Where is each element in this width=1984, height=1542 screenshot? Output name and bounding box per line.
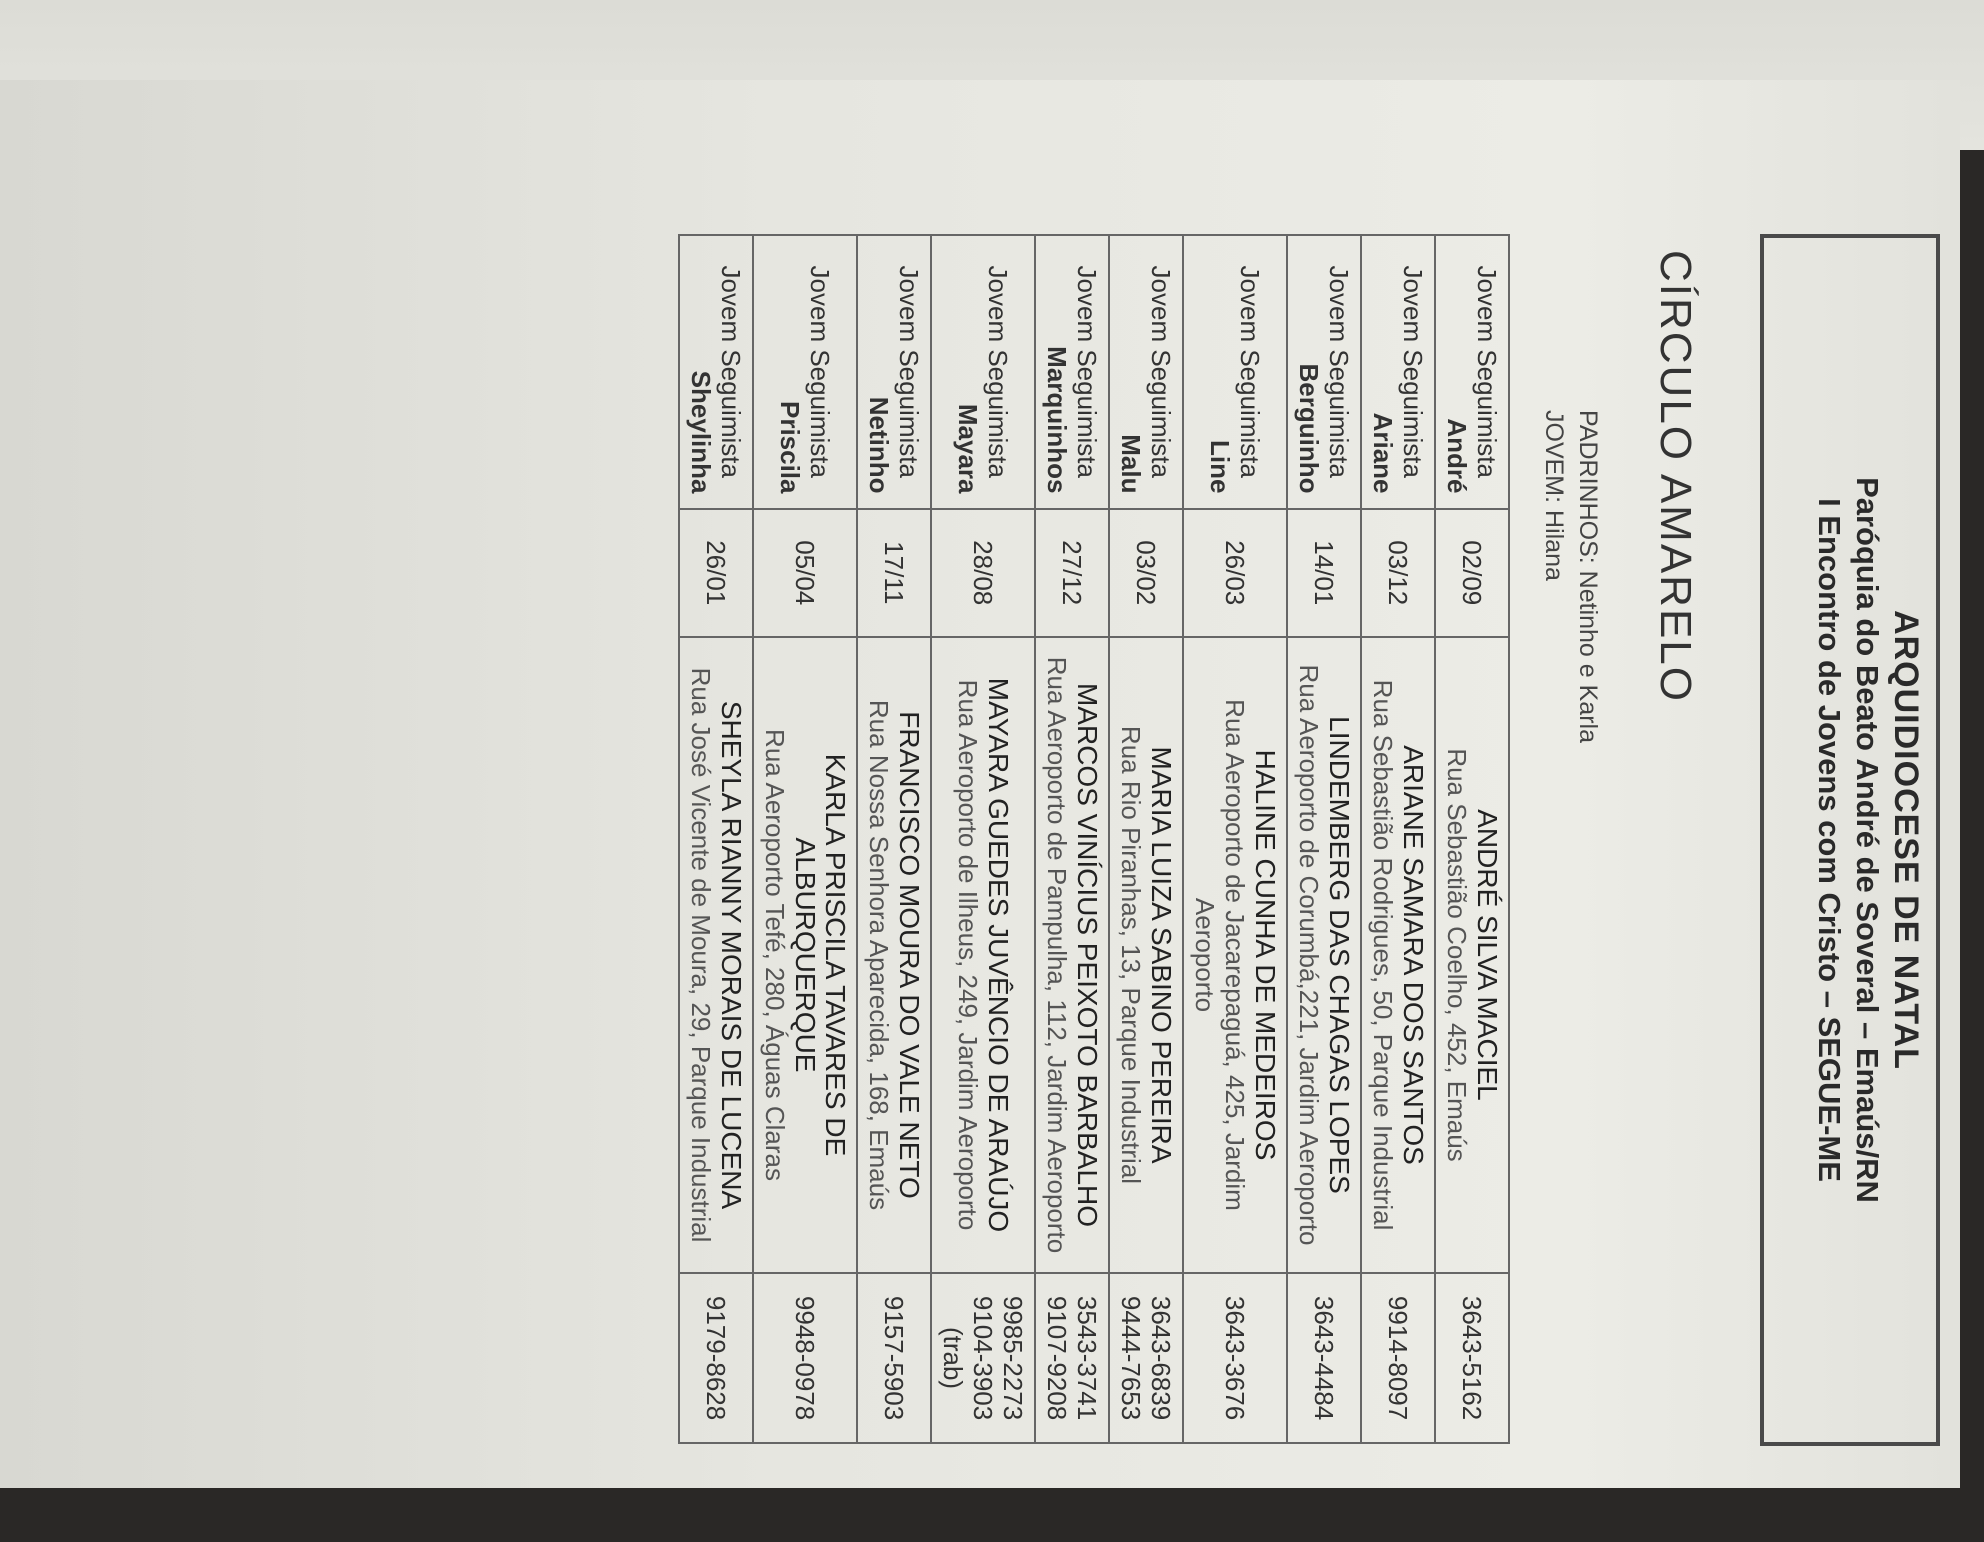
full-name: ANDRÉ SILVA MACIEL [1472, 809, 1503, 1101]
phone-cell [1287, 1273, 1361, 1443]
full-name: HALINE CUNHA DE MEDEIROS [1250, 749, 1281, 1161]
address: Rua Sebastião Coelho, 452, Emaús [1442, 748, 1472, 1162]
table-row [753, 235, 857, 1443]
phone-number: 9948-0978 [790, 1295, 820, 1421]
circle-meta [1537, 410, 1605, 743]
document-content [90, 210, 1950, 1542]
nickname: André [1442, 418, 1472, 494]
address: Rua Aeroporto de Corumbá,221, Jardim Aeroporto [1294, 664, 1324, 1246]
info-cell [1361, 637, 1435, 1273]
full-name: ARIANE SAMARA DOS SANTOS [1398, 745, 1429, 1165]
table-row [679, 235, 753, 1443]
info-cell [679, 637, 753, 1273]
role-label: Jovem Seguimista [716, 265, 746, 478]
role-label: Jovem Seguimista [894, 265, 924, 478]
phone-number: (trab) [938, 1326, 968, 1390]
nickname: Marquinhos [1042, 346, 1072, 494]
phone-number: 9107-9208 [1042, 1295, 1072, 1421]
birthday-cell: 03/02 [1109, 509, 1183, 637]
role-cell [1183, 235, 1287, 509]
birthday-cell: 05/04 [753, 509, 857, 637]
nickname: Malu [1116, 434, 1146, 494]
phone-cell [1435, 1273, 1509, 1443]
info-cell [1183, 637, 1287, 1273]
full-name: KARLA PRISCILA TAVARES DE ALBURQUERQUE [790, 753, 851, 1157]
role-label: Jovem Seguimista [805, 265, 835, 478]
full-name: MARIA LUIZA SABINO PEREIRA [1146, 746, 1177, 1164]
phone-number: 9179-8628 [701, 1295, 731, 1421]
phone-number: 9914-8097 [1383, 1295, 1413, 1421]
full-name: FRANCISCO MOURA DO VALE NETO [894, 711, 925, 1199]
role-cell [679, 235, 753, 509]
phone-number: 3643-5162 [1457, 1295, 1487, 1421]
phone-number: 9985-2273 [998, 1295, 1028, 1421]
table-row [1183, 235, 1287, 1443]
full-name: MAYARA GUEDES JUVÊNCIO DE ARAÚJO [983, 677, 1014, 1233]
phone-number: 3643-4484 [1309, 1295, 1339, 1421]
info-cell [1287, 637, 1361, 1273]
address: Rua Aeroporto de Pampulha, 112, Jardim Aeroporto [1042, 656, 1072, 1254]
role-label: Jovem Seguimista [1235, 265, 1265, 478]
role-cell [1361, 235, 1435, 509]
info-cell [1035, 637, 1109, 1273]
phone-number: 9104-3903 [968, 1295, 998, 1421]
role-cell [857, 235, 931, 509]
role-cell [931, 235, 1035, 509]
address: Rua Nossa Senhora Aparecida, 168, Emaús [864, 699, 894, 1211]
address: Rua Aeroporto de Ilheus, 249, Jardim Aeroporto [953, 679, 983, 1231]
members-table [678, 234, 1510, 1444]
info-cell [1109, 637, 1183, 1273]
full-name: MARCOS VINÍCIUS PEIXOTO BARBALHO [1072, 682, 1103, 1228]
role-cell [1109, 235, 1183, 509]
nickname: Sheylinha [686, 370, 716, 494]
role-cell [1287, 235, 1361, 509]
role-label: Jovem Seguimista [983, 265, 1013, 478]
nickname: Ariane [1368, 412, 1398, 494]
birthday-cell: 27/12 [1035, 509, 1109, 637]
phone-cell [1361, 1273, 1435, 1443]
phone-number: 3643-3676 [1220, 1295, 1250, 1421]
nickname: Berguinho [1294, 363, 1324, 494]
birthday-cell: 02/09 [1435, 509, 1509, 637]
phone-cell [1109, 1273, 1183, 1443]
birthday-cell: 14/01 [1287, 509, 1361, 637]
phone-cell [1035, 1273, 1109, 1443]
table-row [857, 235, 931, 1443]
full-name: SHEYLA RIANNY MORAIS DE LUCENA [716, 700, 747, 1210]
circle-title: CÍRCULO AMARELO [1651, 250, 1700, 703]
address: Rua José Vicente de Moura, 29, Parque Industrial [686, 667, 716, 1243]
role-cell [753, 235, 857, 509]
nickname: Priscila [775, 400, 805, 494]
info-cell [857, 637, 931, 1273]
header-parish: Paróquia do Beato André de Soveral – Emaús/RN [1850, 477, 1885, 1203]
header-archdiocese: ARQUIDIOCESE DE NATAL [1887, 610, 1925, 1070]
birthday-cell: 26/01 [679, 509, 753, 637]
nickname: Mayara [953, 403, 983, 494]
phone-number: 9157-5903 [879, 1295, 909, 1421]
birthday-cell: 03/12 [1361, 509, 1435, 637]
phone-number: 3643-6839 [1146, 1295, 1176, 1421]
table-row [1361, 235, 1435, 1443]
birthday-cell: 26/03 [1183, 509, 1287, 637]
address: Rua Aeroporto Tefé, 280, Águas Claras [760, 729, 790, 1181]
header-event: I Encontro de Jovens com Cristo – SEGUE-ME [1812, 498, 1847, 1182]
phone-number: 3543-3741 [1072, 1295, 1102, 1421]
nickname: Line [1205, 440, 1235, 494]
full-name: LINDEMBERG DAS CHAGAS LOPES [1324, 716, 1355, 1194]
info-cell [1435, 637, 1509, 1273]
phone-number: 9444-7653 [1116, 1295, 1146, 1421]
table-row [1287, 235, 1361, 1443]
role-label: Jovem Seguimista [1146, 265, 1176, 478]
address: Rua Aeroporto de Jacarepaguá, 425, Jardim Aeroporto [1190, 699, 1250, 1211]
table-row [1109, 235, 1183, 1443]
table-row [1035, 235, 1109, 1443]
jovem-line: JOVEM: Hilana [1540, 410, 1568, 581]
phone-cell [931, 1273, 1035, 1443]
info-cell [753, 637, 857, 1273]
table-row [1435, 235, 1509, 1443]
padrinhos-line: PADRINHOS: Netinho e Karla [1574, 410, 1602, 743]
info-cell [931, 637, 1035, 1273]
phone-cell [1183, 1273, 1287, 1443]
address: Rua Rio Piranhas, 13, Parque Industrial [1116, 725, 1146, 1185]
phone-cell [857, 1273, 931, 1443]
table-row [931, 235, 1035, 1443]
role-cell [1435, 235, 1509, 509]
birthday-cell: 17/11 [857, 509, 931, 637]
nickname: Netinho [864, 396, 894, 494]
role-label: Jovem Seguimista [1072, 265, 1102, 478]
role-cell [1035, 235, 1109, 509]
birthday-cell: 28/08 [931, 509, 1035, 637]
phone-cell [753, 1273, 857, 1443]
role-label: Jovem Seguimista [1472, 265, 1502, 478]
phone-cell [679, 1273, 753, 1443]
role-label: Jovem Seguimista [1398, 265, 1428, 478]
address: Rua Sebastião Rodrigues, 50, Parque Industrial [1368, 679, 1398, 1231]
role-label: Jovem Seguimista [1324, 265, 1354, 478]
header-box [1760, 234, 1940, 1446]
